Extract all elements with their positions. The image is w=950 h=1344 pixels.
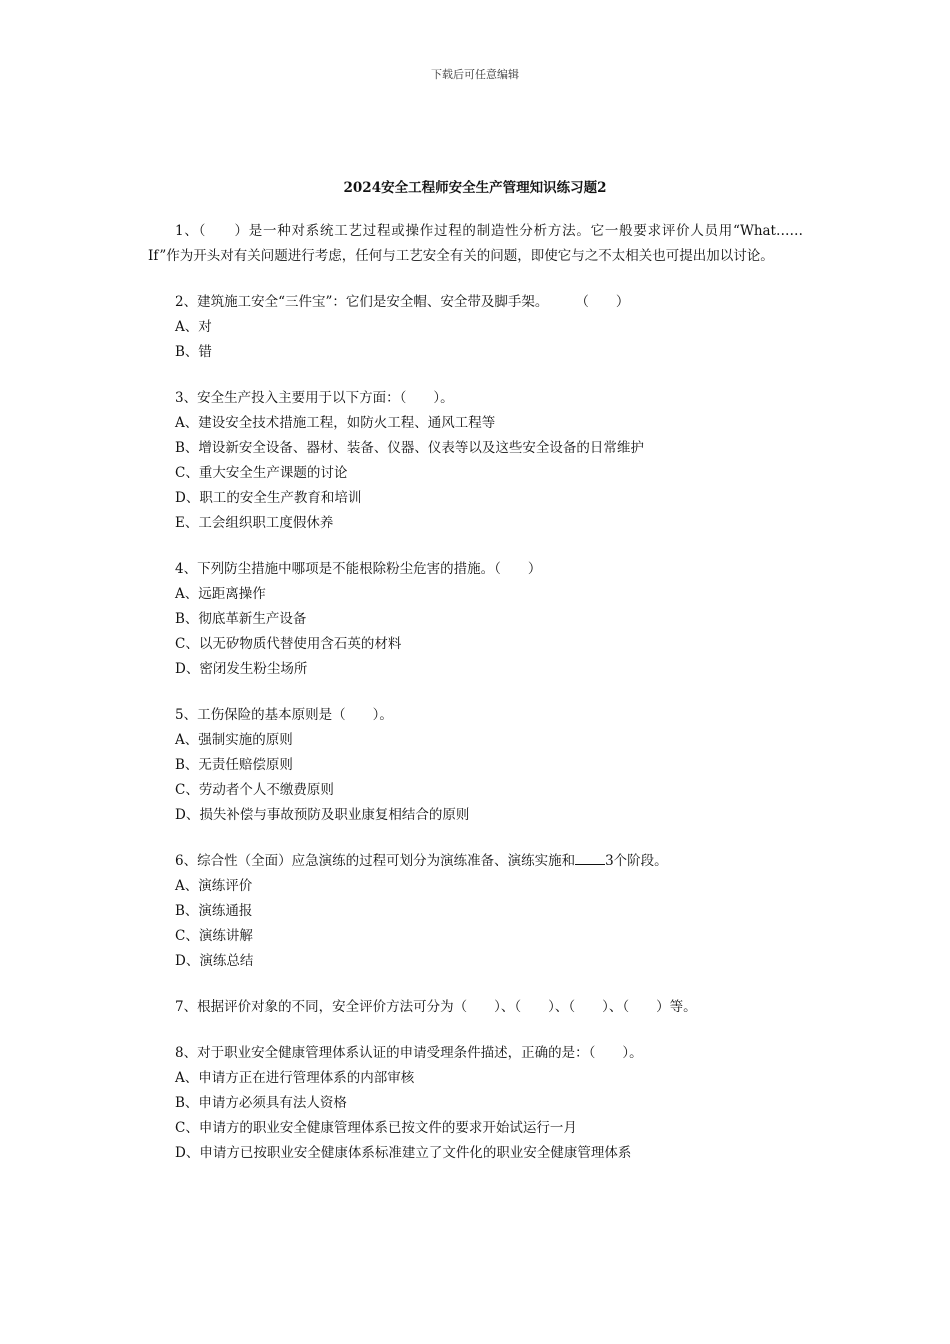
question-6 [148, 849, 803, 974]
question-list [148, 219, 803, 1187]
question-stem-before: 6、综合性（全面）应急演练的过程可划分为演练准备、演练实施和 [175, 853, 576, 869]
question-stem: 3、安全生产投入主要用于以下方面：（ ）。 [175, 390, 454, 406]
option-d: D、密闭发生粉尘场所 [175, 661, 308, 677]
fill-blank [575, 852, 605, 865]
option-c: C、申请方的职业安全健康管理体系已按文件的要求开始试运行一月 [175, 1120, 577, 1136]
option-c: C、劳动者个人不缴费原则 [175, 782, 334, 798]
question-5 [148, 703, 803, 828]
option-b: B、申请方必须具有法人资格 [175, 1095, 347, 1111]
question-4 [148, 557, 803, 682]
question-3 [148, 386, 803, 536]
option-a: A、强制实施的原则 [175, 732, 293, 748]
option-a: A、演练评价 [175, 878, 253, 894]
option-a: A、建设安全技术措施工程，如防火工程、通风工程等 [175, 415, 496, 431]
question-stem: 8、对于职业安全健康管理体系认证的申请受理条件描述，正确的是：（ ）。 [175, 1045, 643, 1061]
question-stem: 4、下列防尘措施中哪项是不能根除粉尘危害的措施。（ ） [175, 561, 542, 577]
question-stem: 7、根据评价对象的不同，安全评价方法可分为（ ）、（ ）、（ ）、（ ）等。 [175, 999, 697, 1015]
question-stem: 5、工伤保险的基本原则是（ ）。 [175, 707, 393, 723]
option-b: B、彻底革新生产设备 [175, 611, 307, 627]
question-stem: 1、（ ）是一种对系统工艺过程或操作过程的制造性分析方法。它一般要求评价人员用“What……If”作为开头对有关问题进行考虑，任何与工艺安全有关的问题，即使它与之不太相关也可提出加以讨论。 [148, 223, 803, 264]
question-1 [148, 219, 803, 269]
option-a: A、对 [175, 319, 212, 335]
option-b: B、无责任赔偿原则 [175, 757, 293, 773]
option-d: D、职工的安全生产教育和培训 [175, 490, 362, 506]
question-stem [148, 849, 803, 874]
question-stem: 2、建筑施工安全“三件宝”：它们是安全帽、安全带及脚手架。 （ ） [175, 294, 630, 310]
option-c: C、重大安全生产课题的讨论 [175, 465, 348, 481]
option-e: E、工会组织职工度假休养 [175, 515, 334, 531]
option-d: D、申请方已按职业安全健康体系标准建立了文件化的职业安全健康管理体系 [175, 1145, 632, 1161]
option-d: D、演练总结 [175, 953, 254, 969]
question-stem-after: 3个阶段。 [605, 853, 668, 869]
option-c: C、以无矽物质代替使用含石英的材料 [175, 636, 402, 652]
option-d: D、损失补偿与事故预防及职业康复相结合的原则 [175, 807, 470, 823]
question-2 [148, 290, 803, 365]
option-a: A、远距离操作 [175, 586, 266, 602]
option-b: B、错 [175, 344, 212, 360]
option-c: C、演练讲解 [175, 928, 253, 944]
header-note: 下载后可任意编辑 [431, 68, 519, 81]
option-b: B、演练通报 [175, 903, 253, 919]
question-7 [148, 995, 803, 1020]
document-title: 2024安全工程师安全生产管理知识练习题2 [343, 180, 607, 196]
question-8 [148, 1041, 803, 1166]
option-a: A、申请方正在进行管理体系的内部审核 [175, 1070, 415, 1086]
option-b: B、增设新安全设备、器材、装备、仪器、仪表等以及这些安全设备的日常维护 [175, 440, 644, 456]
